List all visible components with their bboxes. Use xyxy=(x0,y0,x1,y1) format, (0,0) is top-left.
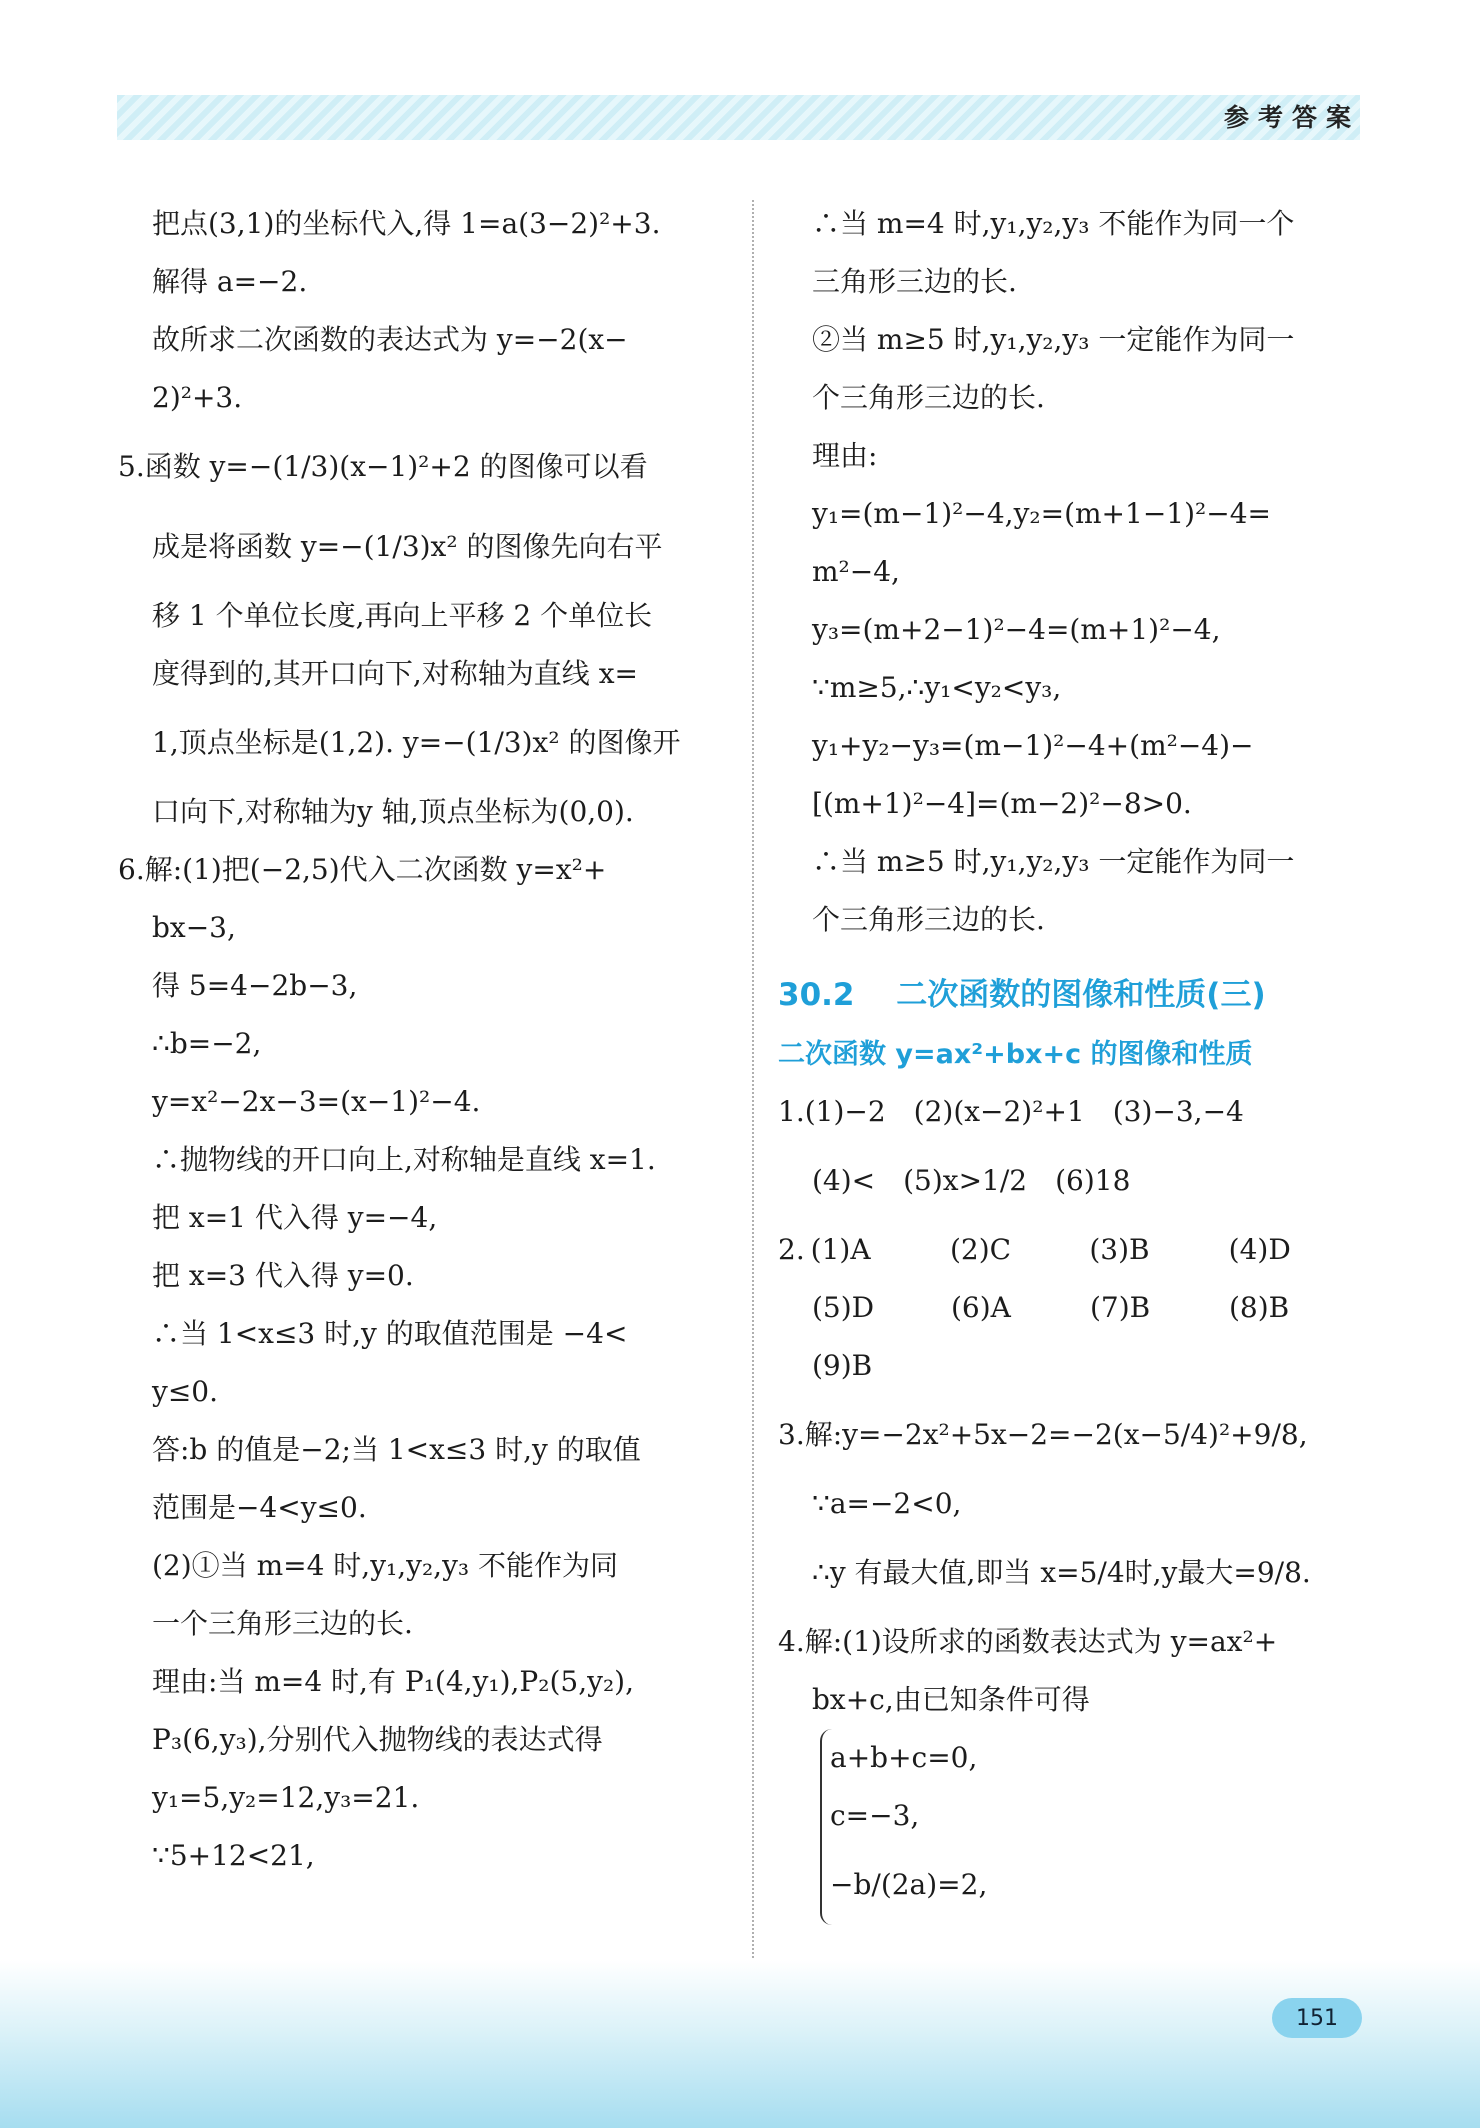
text-line: 把 x=1 代入得 y=−4, xyxy=(152,1201,438,1234)
text-line: 解得 a=−2. xyxy=(152,265,308,298)
text-line: bx−3, xyxy=(152,911,236,944)
choice-row xyxy=(778,1279,1368,1337)
text-line: (2)①当 m=4 时,y₁,y₂,y₃ 不能作为同 xyxy=(152,1549,619,1582)
choice-row xyxy=(778,1221,1368,1279)
text-line: ∴当 1<x≤3 时,y 的取值范围是 −4< xyxy=(152,1317,628,1350)
choice-option: (2)C xyxy=(950,1233,1012,1266)
text-line: P₃(6,y₃),分别代入抛物线的表达式得 xyxy=(152,1723,603,1756)
text-line: ∴b=−2, xyxy=(152,1027,262,1060)
text-line: 把点(3,1)的坐标代入,得 1=a(3−2)²+3. xyxy=(152,207,661,240)
header-title: 参考答案 xyxy=(1223,103,1360,132)
answer-line: 1.(1)−2 (2)(x−2)²+1 (3)−3,−4 xyxy=(778,1095,1244,1128)
answer-line: 4.解:(1)设所求的函数表达式为 y=ax²+ xyxy=(778,1625,1278,1658)
choice-option: (9)B xyxy=(812,1349,873,1382)
text-line: y≤0. xyxy=(152,1375,218,1408)
text-line: 得 5=4−2b−3, xyxy=(152,969,358,1002)
text-line: 答:b 的值是−2;当 1<x≤3 时,y 的取值 xyxy=(152,1433,641,1466)
text-line: 把 x=3 代入得 y=0. xyxy=(152,1259,414,1292)
text-line: 理由: xyxy=(812,439,878,472)
text-line: 故所求二次函数的表达式为 y=−2(x− xyxy=(152,323,628,356)
text-line: 三角形三边的长. xyxy=(812,265,1017,298)
left-column xyxy=(118,195,733,1885)
answer-line: bx+c,由已知条件可得 xyxy=(812,1683,1090,1716)
text-line: 成是将函数 y=−(1/3)x² 的图像先向右平 xyxy=(152,530,663,563)
text-line: y₁+y₂−y₃=(m−1)²−4+(m²−4)− xyxy=(812,729,1254,762)
right-column xyxy=(778,195,1368,1925)
text-line: 1,顶点坐标是(1,2). y=−(1/3)x² 的图像开 xyxy=(152,726,681,759)
equation-line: a+b+c=0, xyxy=(830,1741,978,1774)
answer-line: ∴y 有最大值,即当 x=5/4时,y最大=9/8. xyxy=(812,1556,1311,1589)
text-line: ∵5+12<21, xyxy=(152,1839,315,1872)
text-line: 口向下,对称轴为y 轴,顶点坐标为(0,0). xyxy=(152,795,634,828)
header-band xyxy=(117,95,1360,140)
text-line: ∵m≥5,∴y₁<y₂<y₃, xyxy=(812,671,1062,704)
text-line: ∴当 m≥5 时,y₁,y₂,y₃ 一定能作为同一 xyxy=(812,845,1295,878)
section-subtitle: 二次函数 y=ax²+bx+c 的图像和性质 xyxy=(778,1039,1253,1070)
text-line: 6.解:(1)把(−2,5)代入二次函数 y=x²+ xyxy=(118,853,607,886)
answer-line: (4)< (5)x>1/2 (6)18 xyxy=(812,1164,1131,1197)
text-line: ②当 m≥5 时,y₁,y₂,y₃ 一定能作为同一 xyxy=(812,323,1295,356)
choice-option: (8)B xyxy=(1229,1291,1290,1324)
answer-line: 3.解:y=−2x²+5x−2=−2(x−5/4)²+9/8, xyxy=(778,1418,1308,1451)
choice-option: (1)A xyxy=(810,1233,871,1266)
text-line: y=x²−2x−3=(x−1)²−4. xyxy=(152,1085,481,1118)
text-line: 2)²+3. xyxy=(152,381,243,414)
equation-line: c=−3, xyxy=(830,1799,920,1832)
answer-line: ∵a=−2<0, xyxy=(812,1487,962,1520)
text-line: 理由:当 m=4 时,有 P₁(4,y₁),P₂(5,y₂), xyxy=(152,1665,635,1698)
section-title: 30.2 二次函数的图像和性质(三) xyxy=(778,977,1266,1013)
footer-band xyxy=(0,1960,1480,2128)
page-number: 151 xyxy=(1272,1998,1362,2038)
text-line: y₁=5,y₂=12,y₃=21. xyxy=(152,1781,420,1814)
choice-row xyxy=(778,1337,1368,1395)
text-line: y₁=(m−1)²−4,y₂=(m+1−1)²−4= xyxy=(812,497,1271,530)
equation-system xyxy=(820,1729,1368,1925)
text-line: ∴当 m=4 时,y₁,y₂,y₃ 不能作为同一个 xyxy=(812,207,1295,240)
text-line: ∴抛物线的开口向上,对称轴是直线 x=1. xyxy=(152,1143,656,1176)
text-line: 一个三角形三边的长. xyxy=(152,1607,413,1640)
text-line: y₃=(m+2−1)²−4=(m+1)²−4, xyxy=(812,613,1221,646)
question-number: 2. xyxy=(778,1233,805,1266)
text-line: 5.函数 y=−(1/3)(x−1)²+2 的图像可以看 xyxy=(118,450,648,483)
choice-option: (4)D xyxy=(1228,1233,1291,1266)
text-line: [(m+1)²−4]=(m−2)²−8>0. xyxy=(812,787,1192,820)
equation-line: −b/(2a)=2, xyxy=(830,1868,988,1901)
choice-option: (5)D xyxy=(812,1291,875,1324)
text-line: 个三角形三边的长. xyxy=(812,381,1045,414)
text-line: 范围是−4<y≤0. xyxy=(152,1491,367,1524)
text-line: 移 1 个单位长度,再向上平移 2 个单位长 xyxy=(152,599,653,632)
choice-option: (7)B xyxy=(1090,1291,1151,1324)
column-divider xyxy=(752,200,754,1970)
choice-option: (6)A xyxy=(951,1291,1011,1324)
text-line: 度得到的,其开口向下,对称轴为直线 x= xyxy=(152,657,638,690)
choice-option: (3)B xyxy=(1089,1233,1150,1266)
text-line: 个三角形三边的长. xyxy=(812,903,1045,936)
text-line: m²−4, xyxy=(812,555,900,588)
